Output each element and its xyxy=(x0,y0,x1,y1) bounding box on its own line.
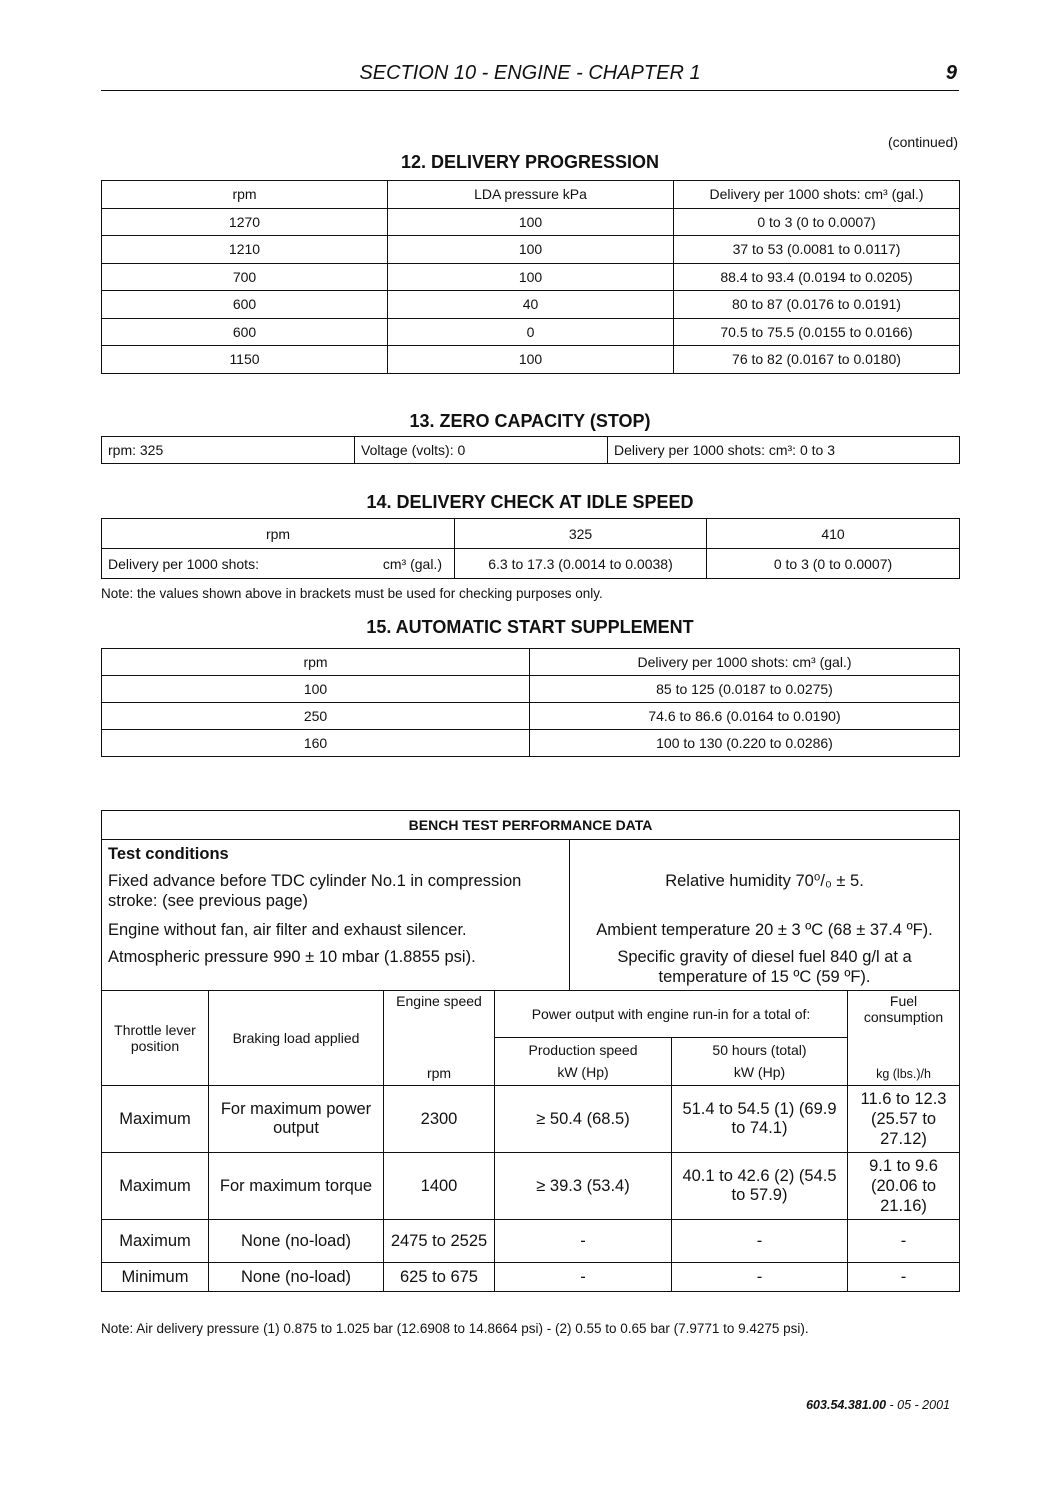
table-row xyxy=(102,346,960,374)
power-output-header: Power output with engine run-in for a total of: xyxy=(495,991,848,1038)
kg-unit: kg (lbs.)/h xyxy=(848,1037,960,1086)
cell: 1400 xyxy=(384,1153,495,1220)
cell: 70.5 to 75.5 (0.0155 to 0.0166) xyxy=(674,318,960,346)
table-row xyxy=(102,1220,960,1263)
production-speed-cell xyxy=(495,1037,672,1086)
condition-gravity: Specific gravity of diesel fuel 840 g/l at a temperature of 15 ºC (59 ºF). xyxy=(617,948,912,986)
cell: 85 to 125 (0.0187 to 0.0275) xyxy=(530,676,960,703)
cell: Maximum xyxy=(102,1086,209,1153)
page-header xyxy=(101,58,959,91)
test-conditions-row xyxy=(102,840,960,991)
cell: 100 xyxy=(388,263,674,291)
header-cell: LDA pressure kPa xyxy=(388,181,674,209)
header-cell: Delivery per 1000 shots: cm³ (gal.) xyxy=(674,181,960,209)
table-row xyxy=(102,703,960,730)
table-header-row xyxy=(102,181,960,209)
air-pressure-note: Note: Air delivery pressure (1) 0.875 to 1.025 bar (12.6908 to 14.8664 psi) - (2) 0.55 to 0.65 bar (7.9771 to 9.4275 psi). xyxy=(101,1321,809,1336)
cell: 2300 xyxy=(384,1086,495,1153)
cell: ≥ 50.4 (68.5) xyxy=(495,1086,672,1153)
rpm-cell: rpm: 325 xyxy=(102,437,355,464)
column-header-row-1 xyxy=(102,991,960,1038)
section-12-title: 12. DELIVERY PROGRESSION xyxy=(400,152,660,172)
cell: For maximum torque xyxy=(209,1153,384,1220)
cell: 9.1 to 9.6 (20.06 to 21.16) xyxy=(848,1153,960,1220)
cell: 0 to 3 (0 to 0.0007) xyxy=(674,208,960,236)
header-cell: Delivery per 1000 shots: cm³ (gal.) xyxy=(530,649,960,676)
unit-label: cm³ (gal.) xyxy=(382,555,442,572)
cell: 11.6 to 12.3 (25.57 to 27.12) xyxy=(848,1086,960,1153)
cell: 2475 to 2525 xyxy=(384,1220,495,1263)
cell: ≥ 39.3 (53.4) xyxy=(495,1153,672,1220)
document-code: 603.54.381.00 xyxy=(806,1398,887,1412)
brackets-note: Note: the values shown above in brackets must be used for checking purposes only. xyxy=(101,586,603,601)
cell: - xyxy=(495,1263,672,1292)
kw-unit-2: kW (Hp) xyxy=(733,1064,786,1081)
fuel-header: Fuel consumption xyxy=(848,991,960,1038)
cell: 37 to 53 (0.0081 to 0.0117) xyxy=(674,236,960,264)
condition-temperature: Ambient temperature 20 ± 3 ºC (68 ± 37.4 ºF). xyxy=(596,921,933,939)
idle-delivery-table xyxy=(101,518,960,579)
table-row xyxy=(102,730,960,757)
table-row xyxy=(102,1086,960,1153)
header-cell: 410 xyxy=(707,519,960,549)
table-row xyxy=(102,236,960,264)
cell: 100 xyxy=(388,346,674,374)
cell: 40.1 to 42.6 (2) (54.5 to 57.9) xyxy=(672,1153,848,1220)
table-row xyxy=(102,318,960,346)
section-14-title: 14. DELIVERY CHECK AT IDLE SPEED xyxy=(366,492,694,512)
table-row xyxy=(102,1263,960,1292)
cell: 160 xyxy=(102,730,530,757)
cell: 700 xyxy=(102,263,388,291)
cell: Maximum xyxy=(102,1153,209,1220)
section-15-title: 15. AUTOMATIC START SUPPLEMENT xyxy=(366,617,694,637)
cell: 1210 xyxy=(102,236,388,264)
start-supplement-table xyxy=(101,648,960,757)
cell: - xyxy=(848,1220,960,1263)
header-cell: rpm xyxy=(102,649,530,676)
page-footer xyxy=(806,1398,950,1412)
cell: - xyxy=(672,1263,848,1292)
cell: - xyxy=(672,1220,848,1263)
cell: 88.4 to 93.4 (0.0194 to 0.0205) xyxy=(674,263,960,291)
table-row xyxy=(102,1153,960,1220)
cell: 100 to 130 (0.220 to 0.0286) xyxy=(530,730,960,757)
cell: 80 to 87 (0.0176 to 0.0191) xyxy=(674,291,960,319)
rpm-unit: rpm xyxy=(384,1037,495,1086)
fifty-hours-header: 50 hours (total) xyxy=(712,1042,807,1059)
test-conditions-heading: Test conditions xyxy=(108,845,229,863)
cell: 40 xyxy=(388,291,674,319)
cell: 1150 xyxy=(102,346,388,374)
header-cell: rpm xyxy=(102,181,388,209)
cell: 51.4 to 54.5 (1) (69.9 to 74.1) xyxy=(672,1086,848,1153)
cell: 74.6 to 86.6 (0.0164 to 0.0190) xyxy=(530,703,960,730)
label-cell xyxy=(102,549,455,579)
cell: None (no-load) xyxy=(209,1263,384,1292)
cell: 0 to 3 (0 to 0.0007) xyxy=(707,549,960,579)
cell: 250 xyxy=(102,703,530,730)
section-13-title: 13. ZERO CAPACITY (STOP) xyxy=(409,411,651,431)
cell: - xyxy=(495,1220,672,1263)
table-row xyxy=(102,437,960,464)
delivery-cell: Delivery per 1000 shots: cm³: 0 to 3 xyxy=(608,437,960,464)
page-number: 9 xyxy=(945,62,957,84)
document-date: - 05 - 2001 xyxy=(886,1398,950,1412)
spacer xyxy=(570,840,959,867)
cell: Maximum xyxy=(102,1220,209,1263)
zero-capacity-table xyxy=(101,436,960,464)
bench-test-table xyxy=(101,810,960,1292)
condition-pressure: Atmospheric pressure 990 ± 10 mbar (1.8855 psi). xyxy=(108,948,476,966)
cell: 600 xyxy=(102,291,388,319)
bench-title: BENCH TEST PERFORMANCE DATA xyxy=(102,811,960,840)
cell: For maximum power output xyxy=(209,1086,384,1153)
cell: - xyxy=(848,1263,960,1292)
cell: 100 xyxy=(388,236,674,264)
test-conditions-right xyxy=(570,840,960,991)
condition-engine: Engine without fan, air filter and exhaust silencer. xyxy=(108,921,467,939)
cell: 100 xyxy=(388,208,674,236)
condition-advance: Fixed advance before TDC cylinder No.1 in compression stroke: (see previous page) xyxy=(108,872,522,910)
cell: Minimum xyxy=(102,1263,209,1292)
cell: None (no-load) xyxy=(209,1220,384,1263)
cell: 600 xyxy=(102,318,388,346)
kw-unit-1: kW (Hp) xyxy=(557,1064,609,1081)
table-row xyxy=(102,263,960,291)
table-row xyxy=(102,291,960,319)
fifty-hours-cell xyxy=(672,1037,848,1086)
table-row xyxy=(102,676,960,703)
table-header-row xyxy=(102,649,960,676)
header-cell: rpm xyxy=(102,519,455,549)
header-cell: 325 xyxy=(455,519,707,549)
braking-header: Braking load applied xyxy=(209,991,384,1086)
table-row xyxy=(102,519,960,549)
bench-title-row xyxy=(102,811,960,840)
cell: 625 to 675 xyxy=(384,1263,495,1292)
cell: 0 xyxy=(388,318,674,346)
voltage-cell: Voltage (volts): 0 xyxy=(355,437,608,464)
cell: 76 to 82 (0.0167 to 0.0180) xyxy=(674,346,960,374)
delivery-label: Delivery per 1000 shots: xyxy=(108,555,259,572)
table-row xyxy=(102,208,960,236)
engine-speed-header: Engine speed xyxy=(384,991,495,1038)
throttle-header: Throttle lever position xyxy=(102,991,209,1086)
production-speed-header: Production speed xyxy=(528,1042,638,1059)
table-row xyxy=(102,549,960,579)
cell: 1270 xyxy=(102,208,388,236)
section-header-title: SECTION 10 - ENGINE - CHAPTER 1 xyxy=(359,62,701,84)
condition-humidity: Relative humidity 70⁰/₀ ± 5. xyxy=(665,872,864,890)
cell: 100 xyxy=(102,676,530,703)
test-conditions-left xyxy=(102,840,570,991)
continued-label: (continued) xyxy=(887,134,958,150)
cell: 6.3 to 17.3 (0.0014 to 0.0038) xyxy=(455,549,707,579)
delivery-progression-table xyxy=(101,180,960,374)
